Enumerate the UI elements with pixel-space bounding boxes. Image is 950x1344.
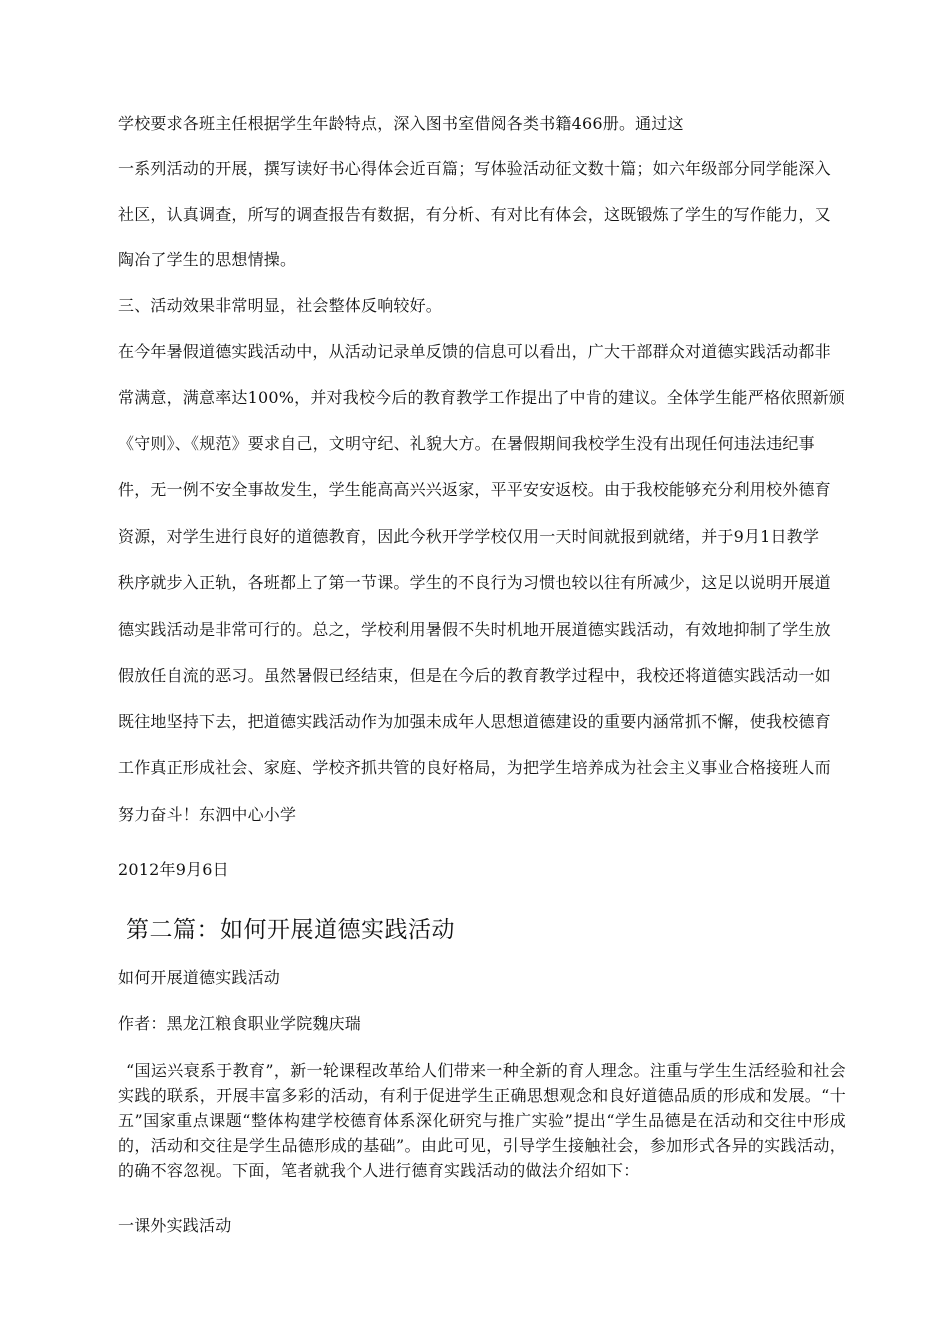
article-subtitle: 如何开展道德实践活动 [118, 968, 281, 987]
signature-line: 努力奋斗！东泗中心小学 [118, 805, 297, 824]
body-text-line: 既往地坚持下去，把道德实践活动作为加强未成年人思想道德建设的重要内涵常抓不懈，使我校德育 [118, 712, 831, 731]
body-text-line: 一系列活动的开展，撰写读好书心得体会近百篇；写体验活动征文数十篇；如六年级部分同学能深入 [118, 159, 831, 178]
body-text-line: 资源，对学生进行良好的道德教育，因此今秋开学学校仅用一天时间就报到就绪，并于9月1日教学 [118, 527, 820, 546]
body-text-line: 假放任自流的恶习。虽然暑假已经结束，但是在今后的教育教学过程中，我校还将道德实践活动一如 [118, 666, 831, 685]
body-text-line: 社区，认真调查，所写的调查报告有数据，有分析、有对比有体会，这既锻炼了学生的写作能力，又 [118, 205, 831, 224]
body-text-line: 在今年暑假道德实践活动中，从活动记录单反馈的信息可以看出，广大干部群众对道德实践活动都非 [118, 342, 831, 361]
body-text-line: 陶冶了学生的思想情操。 [118, 250, 297, 269]
section-label: 一课外实践活动 [118, 1216, 232, 1235]
body-text-line: 件，无一例不安全事故发生，学生能高高兴兴返家，平平安安返校。由于我校能够充分利用校外德育 [118, 480, 831, 499]
part-title: 第二篇：如何开展道德实践活动 [126, 917, 455, 943]
body-text-line: 德实践活动是非常可行的。总之，学校利用暑假不失时机地开展道德实践活动，有效地抑制了学生放 [118, 620, 831, 639]
section-heading: 三、活动效果非常明显，社会整体反响较好。 [118, 296, 443, 315]
body-text-line: 工作真正形成社会、家庭、学校齐抓共管的良好格局，为把学生培养成为社会主义事业合格接班人而 [118, 758, 831, 777]
body-text-line: 学校要求各班主任根据学生年龄特点，深入图书室借阅各类书籍466册。通过这 [118, 114, 684, 133]
body-text-line: 秩序就步入正轨，各班都上了第一节课。学生的不良行为习惯也较以往有所减少，这足以说明开展道 [118, 573, 831, 592]
document-date: 2012年9月6日 [118, 860, 229, 879]
body-text-line: 《守则》、《规范》要求自己，文明守纪、礼貌大方。在暑假期间我校学生没有出现任何违法违纪事 [118, 434, 815, 453]
article-author: 作者：黑龙江粮食职业学院魏庆瑞 [118, 1014, 362, 1033]
intro-paragraph: “国运兴衰系于教育”，新一轮课程改革给人们带来一种全新的育人理念。注重与学生生活经验和社会实践的联系，开展丰富多彩的活动，有利于促进学生正确思想观念和良好道德品质的形成和发展。“十五”国家重点课题“整体构建学校德育体系深化研究与推广实验”提出“学生品德是在活动和交往中形成的，活动和交往是学生品德形成的基础”。由此可见，引导学生接触社会，参加形式各异的实践活动，的确不容忽视。下面，笔者就我个人进行德育实践活动的做法介绍如下： [118, 1061, 846, 1180]
body-text-line: 常满意，满意率达100%，并对我校今后的教育教学工作提出了中肯的建议。全体学生能严格依照新颁 [118, 388, 845, 407]
